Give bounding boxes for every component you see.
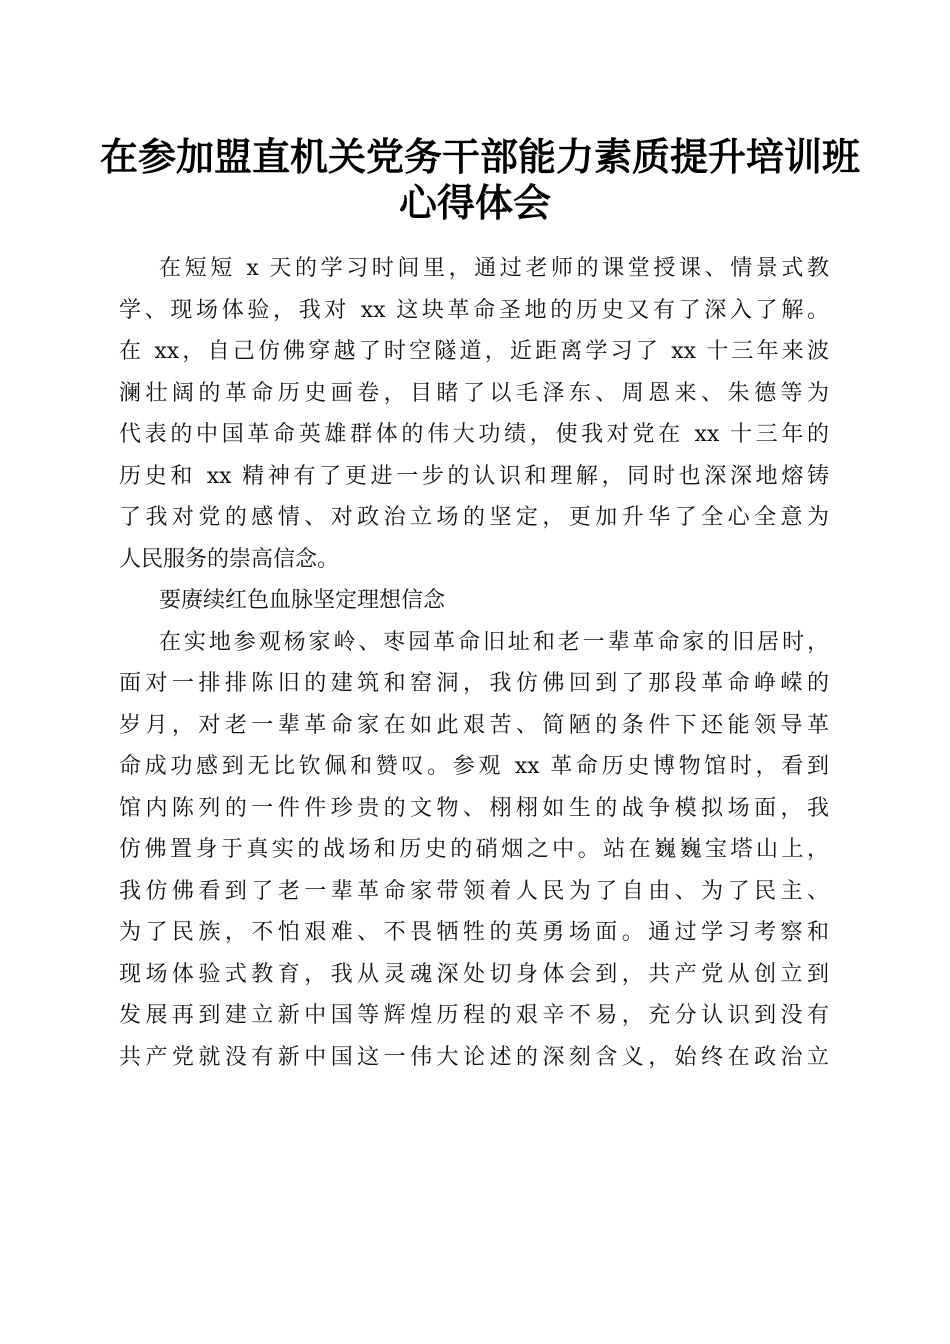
document-title xyxy=(100,134,861,226)
paragraph xyxy=(119,622,829,1079)
text-line: 岁月，对老一辈革命家在如此艰苦、简陋的条件下还能领导革 xyxy=(119,712,829,738)
heading-line: 要赓续红色血脉坚定理想信念 xyxy=(159,588,446,613)
text-line: 仿佛置身于真实的战场和历史的硝烟之中。站在巍巍宝塔山上， xyxy=(119,837,829,862)
text-line: 代表的中国革命英雄群体的伟大功绩，使我对党在 xx 十三年的 xyxy=(119,422,829,447)
text-line: 共产党就没有新中国这一伟大论述的深刻含义，始终在政治立 xyxy=(119,1044,829,1070)
text-line: 人民服务的崇高信念。 xyxy=(119,546,340,572)
text-line: 了我对党的感情、对政治立场的坚定，更加升华了全心全意为 xyxy=(119,505,829,530)
document-body xyxy=(119,248,829,1078)
text-line: 馆内陈列的一件件珍贵的文物、栩栩如生的战争模拟场面，我 xyxy=(119,795,829,821)
text-line: 在 xx，自己仿佛穿越了时空隧道，近距离学习了 xx 十三年来波 xyxy=(119,339,829,364)
text-line: 现场体验式教育，我从灵魂深处切身体会到，共产党从创立到 xyxy=(119,961,829,987)
section-heading xyxy=(119,580,829,622)
text-line: 在短短 x 天的学习时间里，通过老师的课堂授课、情景式教 xyxy=(159,256,829,281)
text-line: 我仿佛看到了老一辈革命家带领着人民为了自由、为了民主、 xyxy=(119,878,829,904)
paragraph xyxy=(119,248,829,580)
title-line-2: 心得体会 xyxy=(398,180,551,225)
text-line: 发展再到建立新中国等辉煌历程的艰辛不易，充分认识到没有 xyxy=(119,1003,829,1028)
text-line: 在实地参观杨家岭、枣园革命旧址和老一辈革命家的旧居时， xyxy=(159,629,829,655)
text-line: 澜壮阔的革命历史画卷，目睹了以毛泽东、周恩来、朱德等为 xyxy=(119,380,829,406)
text-line: 面对一排排陈旧的建筑和窑洞，我仿佛回到了那段革命峥嵘的 xyxy=(119,671,829,696)
title-line-1: 在参加盟直机关党务干部能力素质提升培训班 xyxy=(100,134,861,179)
text-line: 历史和 xx 精神有了更进一步的认识和理解，同时也深深地熔铸 xyxy=(119,463,829,489)
text-line: 学、现场体验，我对 xx 这块革命圣地的历史又有了深入了解。 xyxy=(119,297,829,323)
text-line: 为了民族，不怕艰难、不畏牺牲的英勇场面。通过学习考察和 xyxy=(119,920,829,945)
text-line: 命成功感到无比钦佩和赞叹。参观 xx 革命历史博物馆时，看到 xyxy=(119,754,829,779)
